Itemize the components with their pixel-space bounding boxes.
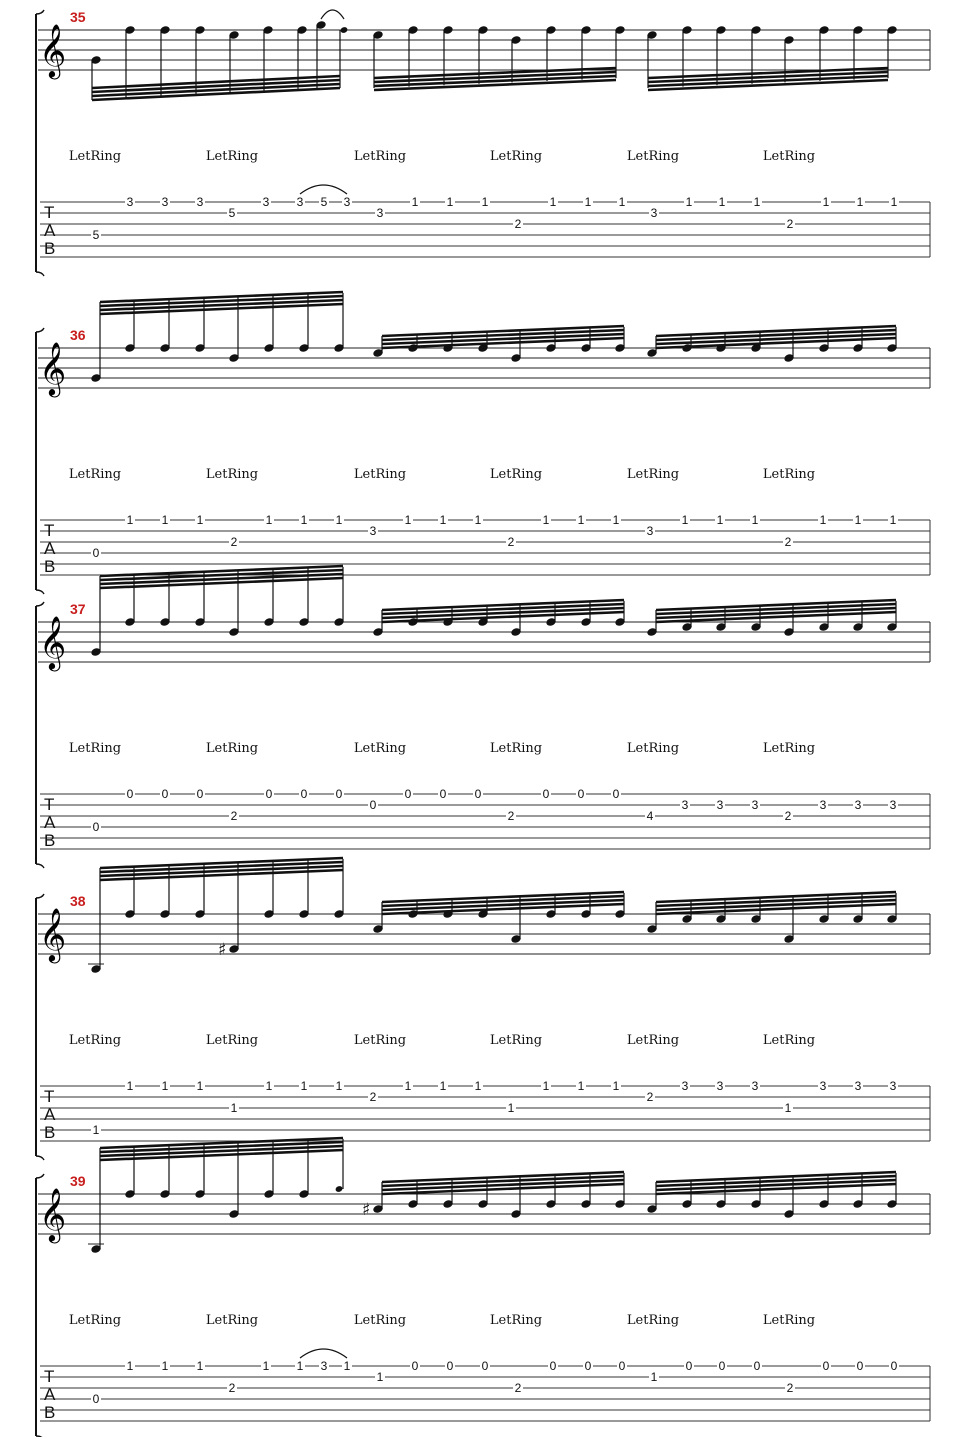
let-ring-marking: LetRing xyxy=(68,741,122,756)
tab-clef-letter: T xyxy=(44,1367,55,1386)
fret-number: 3 xyxy=(646,524,654,538)
fret-number: 1 xyxy=(439,1079,447,1093)
tab-clef-letter: T xyxy=(44,521,55,540)
fret-number: 2 xyxy=(230,809,238,823)
fret-number: 5 xyxy=(228,206,236,220)
fret-number: 1 xyxy=(196,1079,204,1093)
fret-number: 1 xyxy=(230,1101,238,1115)
fret-number: 2 xyxy=(514,1381,522,1395)
fret-number: 3 xyxy=(716,1079,724,1093)
fret-number: 1 xyxy=(753,195,761,209)
system-39 xyxy=(36,1138,930,1437)
fret-number: 3 xyxy=(650,206,658,220)
bracket-top-hook xyxy=(36,1174,44,1178)
note-group xyxy=(372,326,625,363)
let-ring-marking: LetRing xyxy=(626,1033,680,1048)
let-ring-marking: LetRing xyxy=(762,149,816,164)
system-38 xyxy=(36,858,930,1160)
fret-number: 1 xyxy=(411,195,419,209)
tab-clef-letter: A xyxy=(44,221,56,240)
fret-number: 1 xyxy=(92,1123,100,1137)
note-head xyxy=(335,1185,343,1193)
fret-number: 0 xyxy=(369,798,377,812)
let-ring-marking: LetRing xyxy=(353,1313,407,1328)
fret-number: 1 xyxy=(265,513,273,527)
note-group xyxy=(646,600,897,637)
fret-number: 0 xyxy=(856,1359,864,1373)
fret-number: 1 xyxy=(685,195,693,209)
fret-number: 1 xyxy=(681,513,689,527)
fret-number: 1 xyxy=(577,513,585,527)
treble-clef-icon: 𝄞 xyxy=(39,907,67,961)
fret-number: 3 xyxy=(161,195,169,209)
note-group xyxy=(90,292,344,383)
tab-clef-letter: B xyxy=(44,557,56,576)
fret-number: 1 xyxy=(196,1359,204,1373)
fret-number: 0 xyxy=(584,1359,592,1373)
fret-number: 1 xyxy=(296,1359,304,1373)
fret-number: 2 xyxy=(784,535,792,549)
let-ring-marking: LetRing xyxy=(205,1313,259,1328)
fret-number: 3 xyxy=(343,195,351,209)
fret-number: 1 xyxy=(474,1079,482,1093)
fret-number: 1 xyxy=(161,513,169,527)
let-ring-marking: LetRing xyxy=(353,741,407,756)
let-ring-marking: LetRing xyxy=(68,149,122,164)
measure-number: 39 xyxy=(70,1173,86,1189)
note-group xyxy=(372,892,625,944)
fret-number: 1 xyxy=(343,1359,351,1373)
note-group xyxy=(362,1172,626,1220)
let-ring-marking: LetRing xyxy=(205,741,259,756)
fret-number: 3 xyxy=(819,1079,827,1093)
tab-clef-letter: A xyxy=(44,539,56,558)
fret-number: 1 xyxy=(404,1079,412,1093)
fret-number: 3 xyxy=(262,195,270,209)
fret-number: 1 xyxy=(542,1079,550,1093)
fret-number: 1 xyxy=(126,1359,134,1373)
let-ring-marking: LetRing xyxy=(353,1033,407,1048)
fret-number: 2 xyxy=(230,535,238,549)
fret-number: 0 xyxy=(446,1359,454,1373)
system-37 xyxy=(36,566,930,868)
fret-number: 1 xyxy=(481,195,489,209)
tab-clef-letter: B xyxy=(44,831,56,850)
fret-number: 0 xyxy=(335,787,343,801)
let-ring-marking: LetRing xyxy=(68,1313,122,1328)
fret-number: 2 xyxy=(786,1381,794,1395)
fret-number: 1 xyxy=(854,513,862,527)
fret-number: 3 xyxy=(369,524,377,538)
fret-number: 1 xyxy=(446,195,454,209)
fret-number: 2 xyxy=(507,809,515,823)
let-ring-marking: LetRing xyxy=(762,741,816,756)
fret-number: 3 xyxy=(376,206,384,220)
fret-number: 2 xyxy=(228,1381,236,1395)
fret-number: 1 xyxy=(784,1101,792,1115)
fret-number: 2 xyxy=(369,1090,377,1104)
tab-slur xyxy=(300,1349,347,1358)
let-ring-marking: LetRing xyxy=(353,467,407,482)
fret-number: 0 xyxy=(439,787,447,801)
treble-clef-icon: 𝄞 xyxy=(39,1187,67,1241)
fret-number: 1 xyxy=(577,1079,585,1093)
fret-number: 3 xyxy=(196,195,204,209)
fret-number: 0 xyxy=(300,787,308,801)
fret-number: 0 xyxy=(542,787,550,801)
note-group xyxy=(646,892,897,944)
fret-number: 0 xyxy=(718,1359,726,1373)
fret-number: 5 xyxy=(320,195,328,209)
fret-number: 2 xyxy=(507,535,515,549)
fret-number: 1 xyxy=(584,195,592,209)
note-group xyxy=(90,10,348,100)
treble-clef-icon: 𝄞 xyxy=(39,23,67,77)
fret-number: 0 xyxy=(890,1359,898,1373)
fret-number: 2 xyxy=(514,217,522,231)
bracket-top-hook xyxy=(36,894,44,898)
let-ring-marking: LetRing xyxy=(626,741,680,756)
fret-number: 0 xyxy=(753,1359,761,1373)
fret-number: 0 xyxy=(411,1359,419,1373)
let-ring-marking: LetRing xyxy=(762,1033,816,1048)
measure-number: 36 xyxy=(70,327,86,343)
fret-number: 3 xyxy=(320,1359,328,1373)
fret-number: 0 xyxy=(92,546,100,560)
fret-number: 1 xyxy=(751,513,759,527)
tab-clef-letter: B xyxy=(44,239,56,258)
fret-number: 0 xyxy=(685,1359,693,1373)
note-group xyxy=(646,326,897,363)
let-ring-marking: LetRing xyxy=(626,1313,680,1328)
let-ring-marking: LetRing xyxy=(205,149,259,164)
fret-number: 1 xyxy=(612,513,620,527)
let-ring-marking: LetRing xyxy=(489,1033,543,1048)
fret-number: 0 xyxy=(265,787,273,801)
fret-number: 1 xyxy=(718,195,726,209)
fret-number: 0 xyxy=(404,787,412,801)
fret-number: 1 xyxy=(549,195,557,209)
fret-number: 3 xyxy=(854,1079,862,1093)
treble-clef-icon: 𝄞 xyxy=(39,615,67,669)
note-group xyxy=(372,25,625,90)
fret-number: 0 xyxy=(618,1359,626,1373)
sharp-icon: ♯ xyxy=(218,940,227,960)
let-ring-marking: LetRing xyxy=(626,149,680,164)
fret-number: 1 xyxy=(376,1370,384,1384)
treble-clef-icon: 𝄞 xyxy=(39,341,67,395)
let-ring-marking: LetRing xyxy=(489,467,543,482)
note-head xyxy=(340,26,348,34)
measure-number: 35 xyxy=(70,9,86,25)
fret-number: 3 xyxy=(889,798,897,812)
fret-number: 3 xyxy=(126,195,134,209)
fret-number: 3 xyxy=(681,1079,689,1093)
fret-number: 4 xyxy=(646,809,654,823)
fret-number: 0 xyxy=(481,1359,489,1373)
fret-number: 1 xyxy=(300,513,308,527)
fret-number: 1 xyxy=(716,513,724,527)
fret-number: 1 xyxy=(335,513,343,527)
fret-number: 1 xyxy=(196,513,204,527)
fret-number: 1 xyxy=(300,1079,308,1093)
fret-number: 1 xyxy=(126,1079,134,1093)
let-ring-marking: LetRing xyxy=(68,1033,122,1048)
tab-clef-letter: A xyxy=(44,813,56,832)
let-ring-marking: LetRing xyxy=(489,741,543,756)
bracket-top-hook xyxy=(36,10,44,14)
fret-number: 3 xyxy=(854,798,862,812)
tab-clef-letter: T xyxy=(44,1087,55,1106)
fret-number: 1 xyxy=(265,1079,273,1093)
fret-number: 0 xyxy=(577,787,585,801)
bracket-bottom-hook xyxy=(36,272,44,276)
fret-number: 1 xyxy=(161,1359,169,1373)
note-group xyxy=(372,600,625,637)
fret-number: 1 xyxy=(822,195,830,209)
fret-number: 0 xyxy=(92,820,100,834)
fret-number: 3 xyxy=(716,798,724,812)
fret-number: 0 xyxy=(161,787,169,801)
bracket-bottom-hook xyxy=(36,590,44,594)
fret-number: 1 xyxy=(618,195,626,209)
fret-number: 1 xyxy=(507,1101,515,1115)
fret-number: 1 xyxy=(856,195,864,209)
fret-number: 1 xyxy=(161,1079,169,1093)
tab-slur xyxy=(300,185,347,194)
note-group xyxy=(646,25,897,90)
let-ring-marking: LetRing xyxy=(762,1313,816,1328)
fret-number: 0 xyxy=(474,787,482,801)
tab-clef-letter: A xyxy=(44,1105,56,1124)
let-ring-marking: LetRing xyxy=(762,467,816,482)
fret-number: 0 xyxy=(549,1359,557,1373)
let-ring-marking: LetRing xyxy=(626,467,680,482)
system-35 xyxy=(36,9,930,276)
tab-clef-letter: T xyxy=(44,795,55,814)
let-ring-marking: LetRing xyxy=(489,1313,543,1328)
fret-number: 1 xyxy=(126,513,134,527)
fret-number: 1 xyxy=(889,513,897,527)
fret-number: 1 xyxy=(262,1359,270,1373)
fret-number: 1 xyxy=(542,513,550,527)
tab-clef-letter: B xyxy=(44,1403,56,1422)
fret-number: 5 xyxy=(92,228,100,242)
measure-number: 37 xyxy=(70,601,86,617)
fret-number: 1 xyxy=(335,1079,343,1093)
note-group xyxy=(90,566,344,657)
fret-number: 3 xyxy=(296,195,304,209)
fret-number: 3 xyxy=(751,798,759,812)
fret-number: 3 xyxy=(819,798,827,812)
fret-number: 3 xyxy=(751,1079,759,1093)
fret-number: 3 xyxy=(889,1079,897,1093)
fret-number: 3 xyxy=(681,798,689,812)
fret-number: 1 xyxy=(474,513,482,527)
measure-number: 38 xyxy=(70,893,86,909)
tab-clef-letter: A xyxy=(44,1385,56,1404)
fret-number: 1 xyxy=(650,1370,658,1384)
let-ring-marking: LetRing xyxy=(489,149,543,164)
bracket-top-hook xyxy=(36,602,44,606)
fret-number: 1 xyxy=(612,1079,620,1093)
fret-number: 0 xyxy=(612,787,620,801)
note-group xyxy=(646,1172,897,1219)
fret-number: 1 xyxy=(404,513,412,527)
fret-number: 2 xyxy=(646,1090,654,1104)
fret-number: 1 xyxy=(890,195,898,209)
let-ring-marking: LetRing xyxy=(205,1033,259,1048)
fret-number: 0 xyxy=(126,787,134,801)
system-36 xyxy=(36,292,930,594)
bracket-bottom-hook xyxy=(36,1156,44,1160)
sharp-icon: ♯ xyxy=(362,1200,371,1220)
let-ring-marking: LetRing xyxy=(353,149,407,164)
slur xyxy=(321,10,344,19)
bracket-bottom-hook xyxy=(36,864,44,868)
fret-number: 0 xyxy=(822,1359,830,1373)
let-ring-marking: LetRing xyxy=(205,467,259,482)
fret-number: 2 xyxy=(784,809,792,823)
note-group xyxy=(88,858,345,974)
note-group xyxy=(88,1138,343,1254)
tab-clef-letter: B xyxy=(44,1123,56,1142)
tab-clef-letter: T xyxy=(44,203,55,222)
bracket-top-hook xyxy=(36,328,44,332)
fret-number: 0 xyxy=(92,1392,100,1406)
fret-number: 1 xyxy=(819,513,827,527)
let-ring-marking: LetRing xyxy=(68,467,122,482)
fret-number: 1 xyxy=(439,513,447,527)
fret-number: 0 xyxy=(196,787,204,801)
fret-number: 2 xyxy=(786,217,794,231)
